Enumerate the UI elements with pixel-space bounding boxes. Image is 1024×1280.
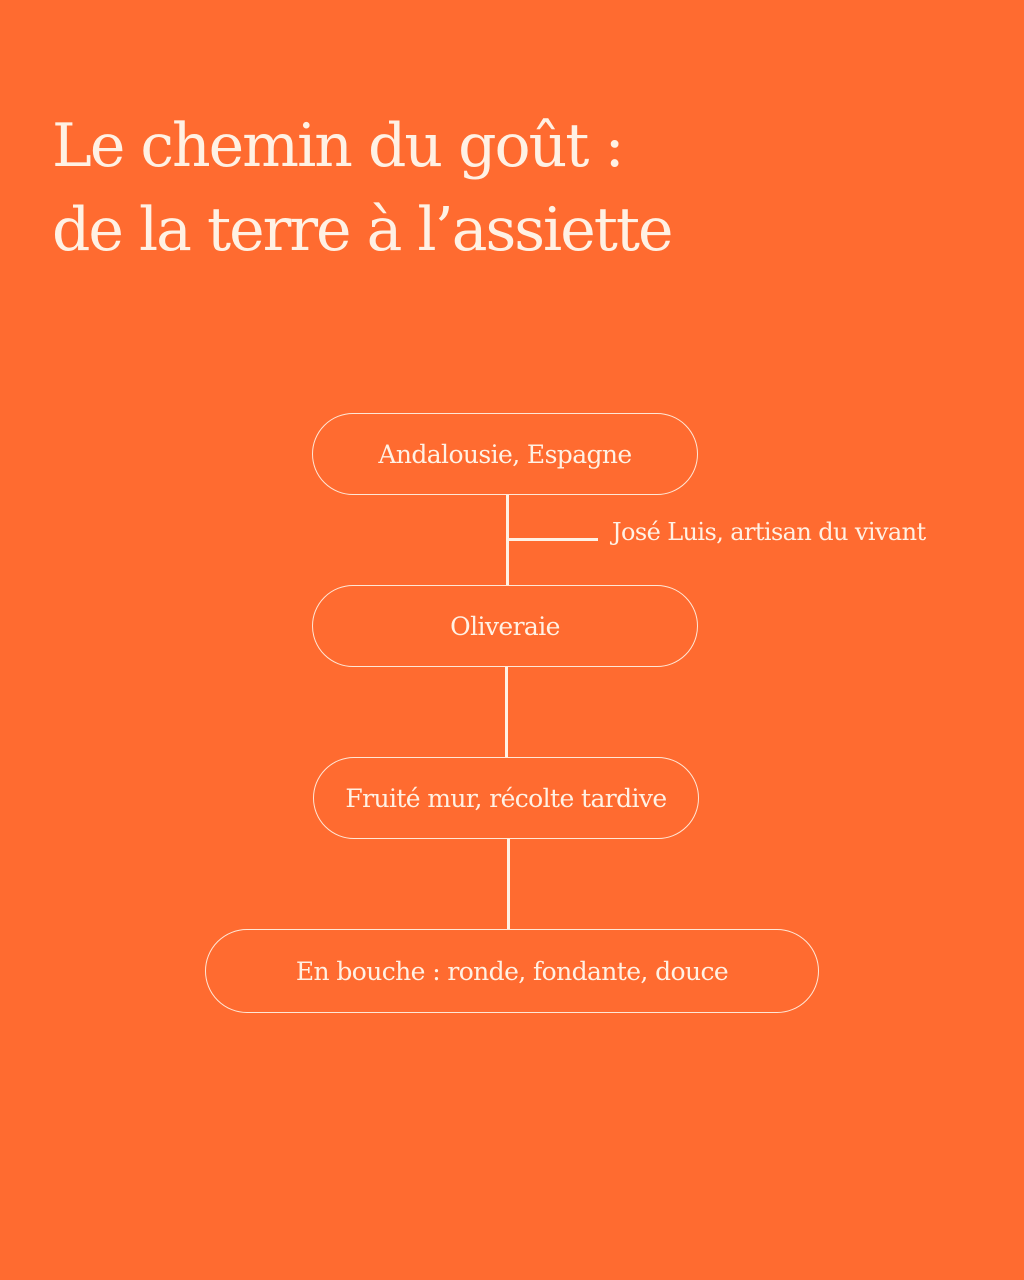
flow-node-label: Oliveraie xyxy=(450,611,560,641)
flow-node-taste xyxy=(205,929,819,1013)
title-line-1: Le chemin du goût : xyxy=(52,111,623,181)
flow-node-grove xyxy=(312,585,698,667)
connector-line xyxy=(505,667,508,757)
flow-node-harvest xyxy=(313,757,699,839)
title-line-2: de la terre à l’assiette xyxy=(52,195,672,265)
flow-node-label: Fruité mur, récolte tardive xyxy=(345,783,667,813)
flow-node-origin xyxy=(312,413,698,495)
branch-connector-line xyxy=(508,538,598,541)
connector-line xyxy=(507,839,510,929)
page-title xyxy=(52,104,671,272)
flow-node-label: En bouche : ronde, fondante, douce xyxy=(295,956,729,986)
flow-node-label: Andalousie, Espagne xyxy=(378,439,632,469)
branch-label: José Luis, artisan du vivant xyxy=(612,518,926,546)
